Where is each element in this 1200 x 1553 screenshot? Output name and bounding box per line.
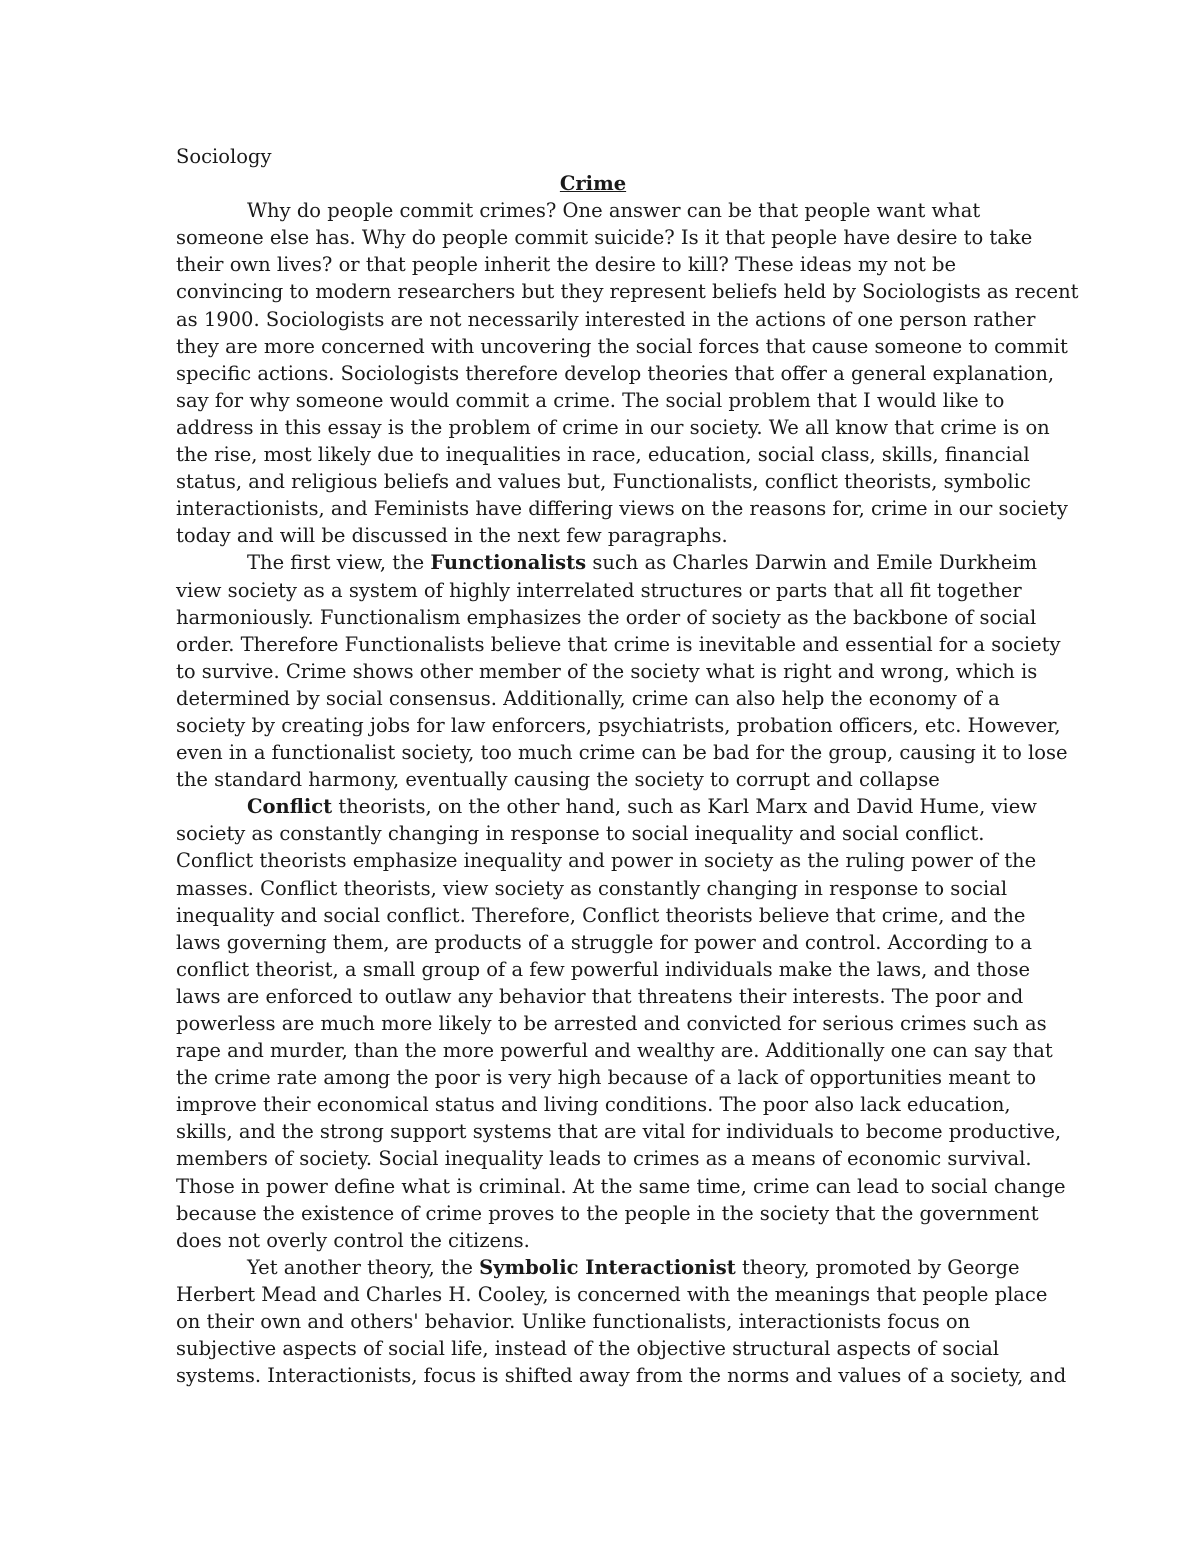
text-line xyxy=(176,1254,1036,1281)
text-line: say for why someone would commit a crime. The social problem that I would like to xyxy=(176,388,1005,412)
text-line: someone else has. Why do people commit suicide? Is it that people have desire to take xyxy=(176,226,1033,250)
text-line: society as constantly changing in response to social inequality and social conflict. xyxy=(176,822,985,846)
text-line: their own lives? or that people inherit the desire to kill? These ideas my not be xyxy=(176,253,957,277)
text-line: subjective aspects of social life, instead of the objective structural aspects of social xyxy=(176,1337,1000,1361)
text-line: convincing to modern researchers but they represent beliefs held by Sociologists as recent xyxy=(176,280,1079,304)
text-line: the crime rate among the poor is very high because of a lack of opportunities meant to xyxy=(176,1066,1037,1090)
title-line xyxy=(176,170,1036,197)
text-line: because the existence of crime proves to the people in the society that the government xyxy=(176,1201,1039,1225)
text-line: determined by social consensus. Additionally, crime can also help the economy of a xyxy=(176,686,1000,710)
bold-term-conflict: Conflict xyxy=(247,795,333,819)
essay-title: Crime xyxy=(559,172,627,196)
text-line: Conflict theorists emphasize inequality and power in society as the ruling power of the xyxy=(176,849,1037,873)
text-line: today and will be discussed in the next few paragraphs. xyxy=(176,524,728,548)
text-line: laws governing them, are products of a struggle for power and control. According to a xyxy=(176,930,1033,954)
text-line: as 1900. Sociologists are not necessarily interested in the actions of one person rather xyxy=(176,307,1036,331)
text-line: society by creating jobs for law enforcers, psychiatrists, probation officers, etc. However, xyxy=(176,713,1061,737)
text-line: members of society. Social inequality leads to crimes as a means of economic survival. xyxy=(176,1147,1032,1171)
paragraph-conflict xyxy=(176,793,1066,1254)
bold-term-functionalists: Functionalists xyxy=(430,551,587,575)
text-line: improve their economical status and living conditions. The poor also lack education, xyxy=(176,1093,1011,1117)
text-line: powerless are much more likely to be arrested and convicted for serious crimes such as xyxy=(176,1012,1047,1035)
text-line: they are more concerned with uncovering the social forces that cause someone to commit xyxy=(176,334,1068,358)
text-line: Why do people commit crimes? One answer can be that people want what xyxy=(247,199,981,223)
text-line: Those in power define what is criminal. At the same time, crime can lead to social change xyxy=(176,1174,1066,1198)
text-line: to survive. Crime shows other member of the society what is right and wrong, which is xyxy=(176,659,1038,683)
text-line: harmoniously. Functionalism emphasizes the order of society as the backbone of social xyxy=(176,605,1037,629)
text-line: even in a functionalist society, too much crime can be bad for the group, causing it to lose xyxy=(176,741,1068,765)
inline-text: Yet another theory, the xyxy=(247,1255,480,1279)
text-line: inequality and social conflict. Therefore, Conflict theorists believe that crime, and the xyxy=(176,903,1026,927)
inline-text: such as Charles Darwin and Emile Durkheim xyxy=(586,551,1038,575)
inline-text: The first view, the xyxy=(247,551,431,575)
text-line: rape and murder, than the more powerful and wealthy are. Additionally one can say that xyxy=(176,1039,1053,1063)
text-line: on their own and others' behavior. Unlike functionalists, interactionists focus on xyxy=(176,1310,971,1334)
text-line: the standard harmony, eventually causing the society to corrupt and collapse xyxy=(176,768,940,792)
essay-body xyxy=(176,143,1079,1389)
text-line: Herbert Mead and Charles H. Cooley, is concerned with the meanings that people place xyxy=(176,1282,1048,1306)
paragraph-interactionist xyxy=(176,1254,1067,1389)
text-line: the rise, most likely due to inequalities in race, education, social class, skills, financial xyxy=(176,443,1030,467)
text-line xyxy=(176,549,1036,576)
text-line: systems. Interactionists, focus is shifted away from the norms and values of a society, and xyxy=(176,1364,1067,1388)
inline-text: theorists, on the other hand, such as Karl Marx and David Hume, view xyxy=(332,795,1037,819)
bold-term-symbolic-interactionist: Symbolic Interactionist xyxy=(479,1255,736,1279)
text-line: view society as a system of highly interrelated structures or parts that all fit together xyxy=(176,578,1022,602)
paragraph-intro xyxy=(176,197,1079,549)
text-line: skills, and the strong support systems that are vital for individuals to become productive, xyxy=(176,1120,1062,1144)
text-line: does not overly control the citizens. xyxy=(176,1228,530,1252)
text-line: status, and religious beliefs and values but, Functionalists, conflict theorists, symbolic xyxy=(176,470,1031,494)
text-line: conflict theorist, a small group of a few powerful individuals make the laws, and those xyxy=(176,957,1031,981)
paragraph-functionalists xyxy=(176,549,1068,793)
text-line: interactionists, and Feminists have differing views on the reasons for, crime in our society xyxy=(176,497,1068,521)
inline-text: theory, promoted by George xyxy=(735,1255,1020,1279)
text-line: specific actions. Sociologists therefore develop theories that offer a general explanation, xyxy=(176,361,1055,385)
text-line: address in this essay is the problem of crime in our society. We all know that crime is on xyxy=(176,415,1050,439)
text-line: masses. Conflict theorists, view society as constantly changing in response to social xyxy=(176,876,1008,900)
text-line xyxy=(176,793,1036,820)
text-line: laws are enforced to outlaw any behavior that threatens their interests. The poor and xyxy=(176,984,1024,1008)
course-header: Sociology xyxy=(176,145,272,168)
text-line: order. Therefore Functionalists believe that crime is inevitable and essential for a society xyxy=(176,632,1061,656)
